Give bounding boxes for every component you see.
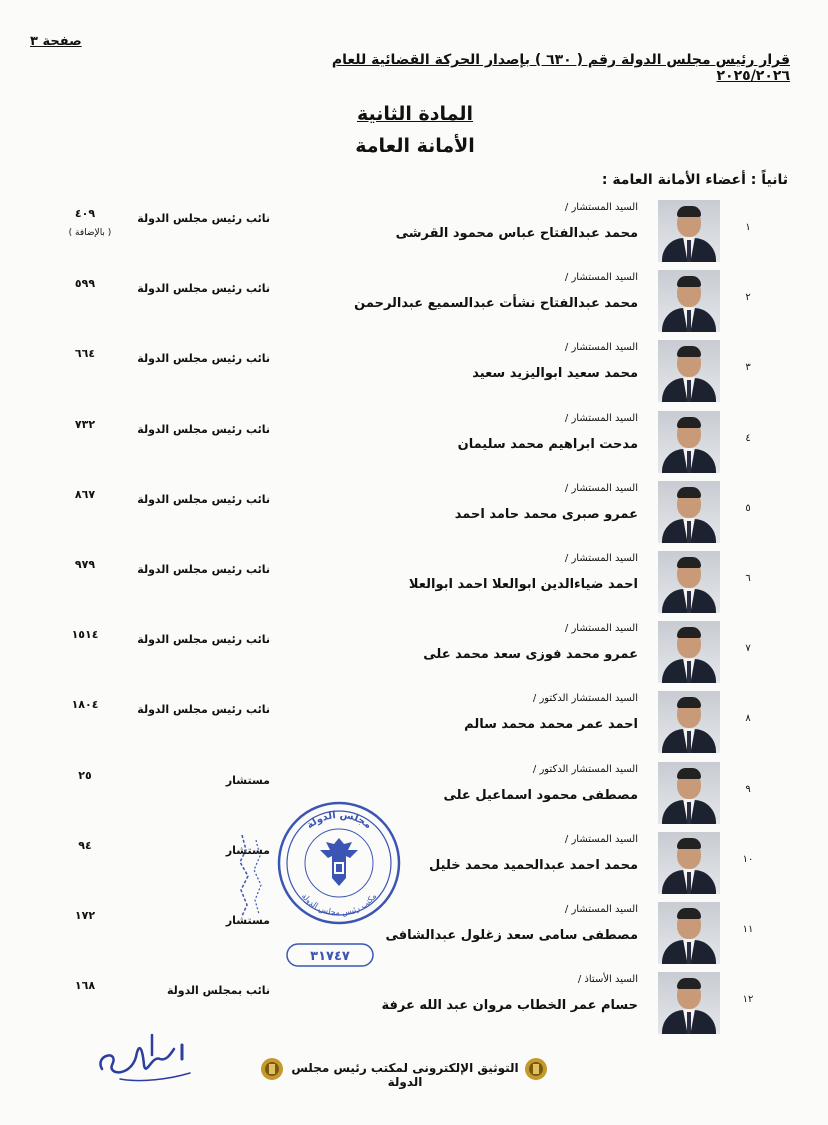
member-number: ٨ <box>745 713 751 725</box>
member-row <box>0 762 828 834</box>
member-number: ٢ <box>745 292 751 304</box>
member-photo <box>658 902 720 964</box>
member-honorific: السيد المستشار الدكتور / <box>532 763 638 775</box>
member-seniority: ١٥١٤ <box>71 628 99 642</box>
member-seniority: ٩٧٩ <box>74 558 96 571</box>
member-row <box>0 832 828 904</box>
member-title: نائب رئيس مجلس الدولة <box>137 492 270 506</box>
seal-number-stamp <box>285 942 375 968</box>
member-seniority: ١٨٠٤ <box>71 698 99 712</box>
member-photo <box>658 551 720 613</box>
member-number: ٤ <box>745 432 751 444</box>
member-name: محمد عبدالفتاح نشأت عبدالسميع عبدالرحمن <box>354 296 638 312</box>
member-honorific: السيد المستشار / <box>564 272 638 284</box>
member-photo <box>658 270 720 332</box>
member-photo <box>658 621 720 683</box>
footer-verification <box>260 1055 550 1089</box>
member-number: ١٠ <box>742 853 754 865</box>
member-row <box>0 481 828 553</box>
member-honorific: السيد المستشار / <box>564 553 638 564</box>
member-number: ٦ <box>745 573 751 584</box>
member-name: احمد ضياءالدين ابوالعلا احمد ابوالعلا <box>408 577 638 592</box>
member-honorific: السيد المستشار / <box>564 833 638 845</box>
member-title: نائب رئيس مجلس الدولة <box>137 703 270 717</box>
member-name: محمد عبدالفتاح عباس محمود القرشى <box>395 226 638 241</box>
member-name: مصطفى محمود اسماعيل على <box>443 787 638 803</box>
member-number: ٩ <box>745 783 751 795</box>
svg-text:مجلس الدولة <box>305 810 374 832</box>
emblem-icon <box>524 1057 548 1081</box>
member-photo <box>658 200 720 262</box>
member-photo <box>658 762 720 824</box>
member-seniority: ١٧٢ <box>74 909 96 922</box>
member-title: مستشار <box>225 914 270 927</box>
member-number: ٧ <box>745 643 751 655</box>
member-photo <box>658 340 720 402</box>
member-honorific: السيد المستشار / <box>564 482 638 494</box>
seal-bottom-text: مكتب رئيس مجلس الدولة <box>299 891 379 918</box>
member-seniority: ٥٩٩ <box>74 277 96 291</box>
member-seniority: ٨٦٧ <box>74 487 96 501</box>
member-row <box>0 691 828 763</box>
signature-icon <box>90 1025 200 1085</box>
member-name: عمرو صبرى محمد حامد احمد <box>454 506 638 522</box>
member-name: عمرو محمد فوزى سعد محمد على <box>423 647 638 663</box>
member-row <box>0 902 828 974</box>
member-number: ١١ <box>742 924 754 935</box>
seal-top-text: مجلس الدولة <box>304 809 374 832</box>
member-title: نائب رئيس مجلس الدولة <box>137 563 270 576</box>
member-seniority: ٦٦٤ <box>74 347 96 361</box>
member-number: ٥ <box>745 502 751 514</box>
emblem-icon <box>260 1057 284 1081</box>
member-number: ٣ <box>745 362 751 374</box>
page-number: صفحة ٣ <box>30 34 82 49</box>
member-row <box>0 340 828 412</box>
verification-text: التوثيق الإلكترونى لمكتب رئيس مجلس الدولة <box>291 1061 519 1089</box>
seal-number: ٣١٧٤٧ <box>310 949 350 964</box>
member-name: محمد سعيد ابواليزيد سعيد <box>472 366 638 382</box>
member-seniority: ١٦٨ <box>74 979 96 993</box>
member-title: نائب رئيس مجلس الدولة <box>137 422 270 436</box>
member-row <box>0 411 828 483</box>
side-stamp-icon <box>232 830 272 920</box>
member-honorific: السيد الأستاذ / <box>577 974 638 986</box>
member-seniority: ٤٠٩ <box>74 207 96 220</box>
member-row <box>0 621 828 693</box>
section-title: ثانياً : أعضاء الأمانة العامة : <box>601 172 788 188</box>
member-title: نائب رئيس مجلس الدولة <box>137 282 270 296</box>
member-honorific: السيد المستشار / <box>564 412 638 424</box>
svg-text:مكتب رئيس مجلس الدولة <box>300 892 378 917</box>
article-subheading: الأمانة العامة <box>355 135 475 157</box>
member-honorific: السيد المستشار الدكتور / <box>532 693 638 705</box>
member-honorific: السيد المستشار / <box>564 623 638 635</box>
member-name: مصطفى سامى سعد زغلول عبدالشافى <box>385 928 638 943</box>
member-note: ( بالإضافة ) <box>68 228 112 238</box>
member-title: نائب رئيس مجلس الدولة <box>137 212 270 225</box>
member-row <box>0 551 828 623</box>
decree-title: قرار رئيس مجلس الدولة رقم ( ٦٣٠ ) بإصدار الحركة القضائية للعام ٢٠٢٥/٢٠٢٦ <box>331 52 790 84</box>
member-number: ١ <box>745 222 751 233</box>
member-name: احمد عمر محمد محمد سالم <box>464 717 638 733</box>
member-row <box>0 270 828 342</box>
member-row <box>0 200 828 272</box>
member-photo <box>658 411 720 473</box>
member-seniority: ٢٥ <box>78 768 92 782</box>
member-honorific: السيد المستشار / <box>564 342 638 354</box>
official-seal <box>274 798 404 928</box>
member-title: مستشار <box>225 843 270 857</box>
member-name: محمد احمد عبدالحميد محمد خليل <box>429 857 638 873</box>
member-honorific: السيد المستشار / <box>564 202 638 213</box>
member-title: مستشار <box>225 773 270 787</box>
member-name: مدحت ابراهيم محمد سليمان <box>457 436 638 452</box>
member-title: نائب رئيس مجلس الدولة <box>137 633 270 647</box>
member-seniority: ٩٤ <box>78 838 92 852</box>
member-name: حسام عمر الخطاب مروان عبد الله عرفة <box>381 998 638 1014</box>
member-honorific: السيد المستشار / <box>564 904 638 915</box>
member-title: نائب بمجلس الدولة <box>166 984 270 998</box>
member-seniority: ٧٣٢ <box>74 417 96 431</box>
member-title: نائب رئيس مجلس الدولة <box>137 352 270 366</box>
eagle-icon <box>320 838 358 886</box>
member-photo <box>658 972 720 1034</box>
member-photo <box>658 481 720 543</box>
member-photo <box>658 691 720 753</box>
member-photo <box>658 832 720 894</box>
article-heading: المادة الثانية <box>356 103 474 125</box>
member-number: ١٢ <box>742 994 754 1006</box>
